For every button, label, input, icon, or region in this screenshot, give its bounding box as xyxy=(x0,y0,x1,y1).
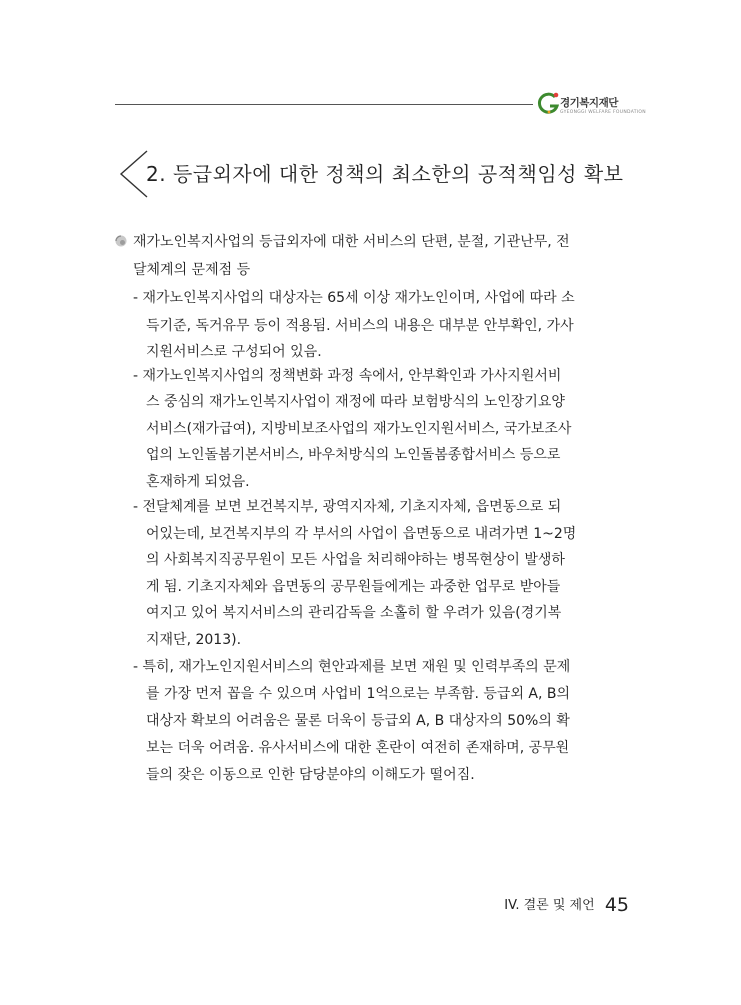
sub-point-line: 지원서비스로 구성되어 있음. xyxy=(146,344,322,360)
sub-point-line: - 전달체계를 보면 보건복지부, 광역지자체, 기초지자체, 읍면동으로 되 xyxy=(133,499,562,515)
sub-point-line: 스 중심의 재가노인복지사업이 재정에 따라 보험방식의 노인장기요양 xyxy=(146,394,565,410)
sub-point-line: 대상자 확보의 어려움은 물론 더욱이 등급외 A, B 대상자의 50%의 확 xyxy=(146,713,570,729)
sub-point-line: 를 가장 먼저 꼽을 수 있으며 사업비 1억으로는 부족함. 등급외 A, B의 xyxy=(146,686,571,702)
sub-point-line: - 재가노인복지사업의 대상자는 65세 이상 재가노인이며, 사업에 따라 소 xyxy=(133,290,575,306)
page-footer xyxy=(504,894,629,916)
sub-point-line: 여지고 있어 복지서비스의 관리감독을 소홀히 할 우려가 있음(경기복 xyxy=(146,605,562,621)
chapter-label: IV. 결론 및 제언 xyxy=(504,898,595,913)
logo-mark-icon xyxy=(536,90,562,116)
sub-point-line: 서비스(재가급여), 지방비보조사업의 재가노인지원서비스, 국가보조사 xyxy=(146,421,572,437)
main-point-line: 재가노인복지사업의 등급외자에 대한 서비스의 단편, 분절, 기관난무, 전 xyxy=(133,234,570,250)
sub-point-line: 들의 잦은 이동으로 인한 담당분야의 이해도가 떨어짐. xyxy=(146,767,475,783)
section-heading xyxy=(146,158,623,187)
sub-point-line: - 재가노인복지사업의 정책변화 과정 속에서, 안부확인과 가사지원서비 xyxy=(133,368,562,384)
section-title-text: 등급외자에 대한 정책의 최소한의 공적책임성 확보 xyxy=(172,162,624,186)
sub-point-line: 어있는데, 보건복지부의 각 부서의 사업이 읍면동으로 내려가면 1~2명 xyxy=(146,526,577,542)
org-name: 경기복지재단 xyxy=(560,97,618,109)
sub-point-line: 득기준, 독거유무 등이 적용됨. 서비스의 내용은 대부분 안부확인, 가사 xyxy=(146,318,574,334)
org-subname: GYEONGGI WELFARE FOUNDATION xyxy=(560,110,646,115)
main-point-line: 달체계의 문제점 등 xyxy=(133,262,251,278)
page-number: 45 xyxy=(604,894,629,916)
sub-point-line: 게 됨. 기초지자체와 읍면동의 공무원들에게는 과중한 업무로 받아들 xyxy=(146,579,561,595)
sub-point-line: - 특히, 재가노인지원서비스의 현안과제를 보면 재원 및 인력부족의 문제 xyxy=(133,659,571,675)
sub-point-line: 혼재하게 되었음. xyxy=(146,474,250,490)
org-logo xyxy=(536,90,646,120)
header-rule xyxy=(115,104,533,105)
bullet-icon xyxy=(113,233,129,249)
sub-point-line: 보는 더욱 어려움. 유사서비스에 대한 혼란이 여전히 존재하며, 공무원 xyxy=(146,740,570,756)
section-number: 2. xyxy=(146,162,167,186)
sub-point-line: 의 사회복지직공무원이 모든 사업을 처리해야하는 병목현상이 발생하 xyxy=(146,552,565,568)
sub-point-line: 지재단, 2013). xyxy=(146,632,242,648)
sub-point-line: 업의 노인돌봄기본서비스, 바우처방식의 노인돌봄종합서비스 등으로 xyxy=(146,447,561,463)
